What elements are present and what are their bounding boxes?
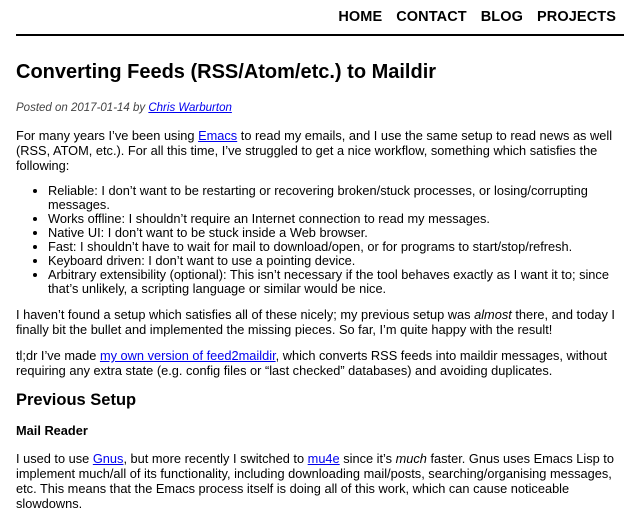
feed2maildir-link[interactable]: my own version of feed2maildir — [99, 348, 276, 363]
list-item: • Arbitrary extensibility (optional): This isn’t necessary if the tool behaves exactly as I want it to; since that’s unlikely, a scripting language or similar would be nice. — [48, 268, 624, 296]
nav-projects[interactable]: PROJECTS — [537, 9, 616, 25]
nav-contact[interactable]: CONTACT — [396, 9, 467, 25]
tldr-text-after: , which converts RSS feeds into maildir messages, without requiring any extra state (e.g. config files or “last checked” databases) and avoiding duplicates. — [16, 348, 608, 378]
mail-text-after: faster. Gnus uses Emacs Lisp to implement much/all of its functionality, including downloading mail/posts, searching/organising messages, etc. This means that the Emacs process itself is doing all of this work, which can cause noticeable slowdowns. — [16, 451, 614, 511]
list-item: • Native UI: I don’t want to be stuck inside a Web browser. — [48, 226, 624, 240]
mail-text-middle: , but more recently I switched to — [123, 451, 308, 466]
setup-paragraph — [16, 307, 624, 337]
mail-text-middle2: since it’s — [339, 451, 396, 466]
nav-blog[interactable]: BLOG — [480, 9, 524, 25]
tldr-text-before: tl;dr I’ve made — [16, 348, 100, 363]
posted-on-text: Posted on 2017-01-14 by — [16, 102, 149, 114]
mail-text-before: I used to use — [16, 451, 93, 466]
intro-text-before: For many years I’ve been using — [16, 128, 199, 143]
mail-reader-paragraph — [16, 451, 624, 511]
list-item: • Fast: I shouldn’t have to wait for mail to download/open, or for programs to start/stop/refresh. — [48, 240, 624, 254]
requirements-list — [16, 184, 624, 296]
tldr-paragraph — [16, 348, 624, 378]
list-item: • Works offline: I shouldn’t require an Internet connection to read my messages. — [48, 212, 624, 226]
post-title: Converting Feeds (RSS/Atom/etc.) to Maildir — [16, 61, 437, 83]
list-item: • Keyboard driven: I don’t want to use a pointing device. — [48, 254, 624, 268]
post-content — [16, 58, 624, 522]
list-item: • Reliable: I don’t want to be restarting or recovering broken/stuck processes, or losing/corrupting messages. — [48, 184, 624, 212]
top-nav — [16, 0, 624, 36]
mail-emphasis: much — [395, 451, 427, 466]
para2-text-after: there, and today I finally bit the bullet and implemented the missing pieces. So far, I’m quite happy with the result! — [16, 307, 615, 337]
mu4e-link[interactable]: mu4e — [307, 451, 340, 466]
intro-paragraph — [16, 128, 624, 173]
subsection-title: Mail Reader — [16, 423, 88, 438]
emacs-link[interactable]: Emacs — [198, 128, 238, 143]
author-link[interactable]: Chris Warburton — [148, 102, 232, 114]
para2-emphasis: almost — [474, 307, 512, 322]
intro-text-after: to read my emails, and I use the same setup to read news as well (RSS, ATOM, etc.). For all this time, I’ve struggled to get a nice workflow, something which satisfies the following: — [16, 128, 613, 173]
para2-text-before: I haven’t found a setup which satisfies all of these nicely; my previous setup was — [16, 307, 475, 322]
section-title: Previous Setup — [16, 391, 137, 409]
post-meta — [16, 100, 624, 116]
gnus-link[interactable]: Gnus — [92, 451, 124, 466]
nav-home[interactable]: HOME — [338, 9, 383, 25]
